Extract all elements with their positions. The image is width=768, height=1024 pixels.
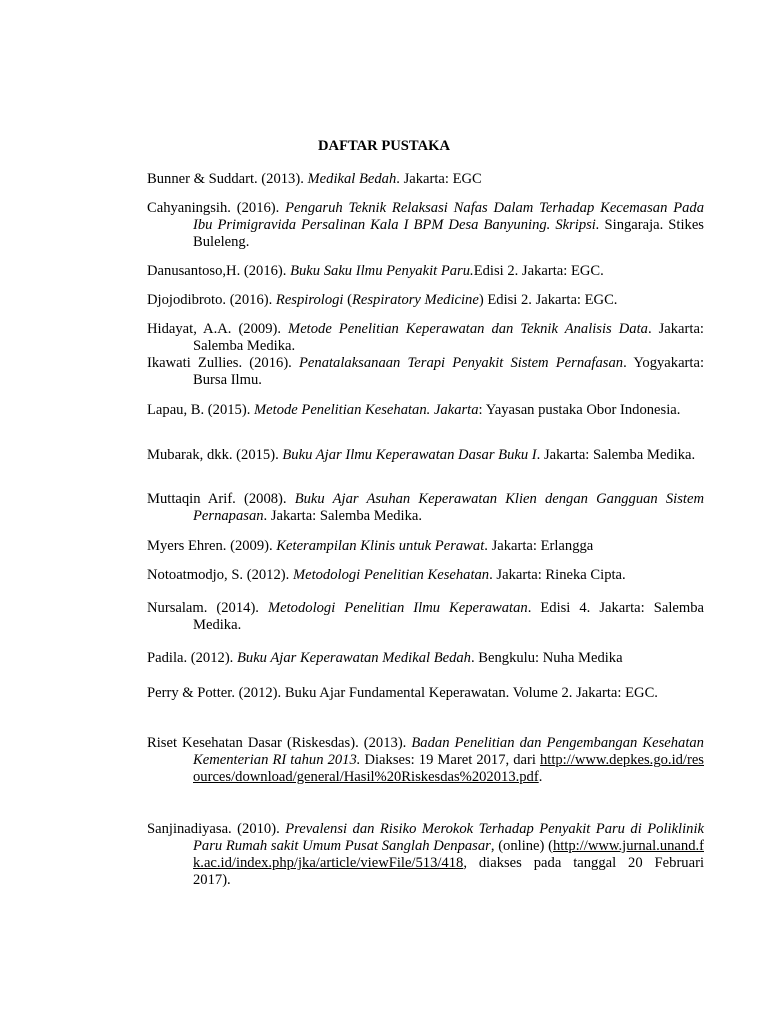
- reference-title: Buku Ajar Keperawatan Medikal Bedah: [236, 650, 471, 666]
- reference-entry: [147, 821, 704, 889]
- reference-entry: [147, 292, 704, 309]
- reference-entry: [147, 321, 704, 355]
- reference-title: Prevalensi dan Risiko Merokok Terhadap Penyakit Paru di Poliklinik Paru Rumah sakit Umum Pusat Sanglah Denpasar: [193, 821, 704, 854]
- reference-entry: [147, 200, 704, 251]
- reference-text: . Jakarta: EGC: [396, 171, 482, 187]
- reference-text: Singaraja. Stikes Buleleng.: [193, 217, 704, 250]
- reference-text: . Jakarta: Salemba Medika.: [536, 447, 696, 463]
- reference-entry: [147, 491, 704, 525]
- reference-title: Metodologi Penelitian Ilmu Keperawatan: [267, 600, 528, 616]
- reference-title: Buku Ajar Asuhan Keperawatan Klien dengan Gangguan Sistem Pernapasan: [193, 491, 704, 524]
- reference-entry: [147, 263, 704, 280]
- reference-title: Metode Penelitian Keperawatan dan Teknik Analisis Data: [288, 321, 648, 337]
- reference-text: Mubarak, dkk. (2015).: [147, 447, 283, 463]
- reference-text: : Yayasan pustaka Obor Indonesia.: [478, 402, 681, 418]
- reference-text: , (online) (: [490, 838, 553, 854]
- reference-text: Ikawati Zullies. (2016).: [147, 355, 300, 371]
- reference-text: . Jakarta: Salemba Medika.: [263, 508, 422, 524]
- reference-text: (: [343, 292, 352, 308]
- reference-text: Bunner & Suddart. (2013).: [147, 171, 308, 187]
- reference-text: Notoatmodjo, S. (2012).: [147, 567, 293, 583]
- reference-text: Padila. (2012).: [147, 650, 237, 666]
- reference-link[interactable]: http://www.depkes.go.id/resources/download/general/Hasil%20Riskesdas%202013.pdf: [193, 752, 704, 785]
- reference-title: Respiratory Medicine: [351, 292, 479, 308]
- reference-title: Badan Penelitian dan Pengembangan Kesehatan Kementerian RI tahun 2013.: [193, 735, 704, 768]
- reference-text: . Jakarta: Rineka Cipta.: [489, 567, 626, 583]
- reference-text: Muttaqin Arif. (2008).: [147, 491, 295, 507]
- reference-text: Cahyaningsih. (2016).: [147, 200, 286, 216]
- reference-title: Metode Penelitian Kesehatan. Jakarta: [254, 402, 479, 418]
- reference-text: Djojodibroto. (2016).: [147, 292, 276, 308]
- reference-text: Myers Ehren. (2009).: [147, 538, 277, 554]
- reference-entry: [147, 447, 704, 464]
- reference-text: Nursalam. (2014).: [147, 600, 268, 616]
- reference-title: Respirologi: [275, 292, 344, 308]
- reference-title: Pengaruh Teknik Relaksasi Nafas Dalam Terhadap Kecemasan Pada Ibu Primigravida Persalinan Kala I BPM Desa Banyuning. Skripsi.: [193, 200, 704, 233]
- reference-text: Hidayat, A.A. (2009).: [147, 321, 289, 337]
- reference-text: Sanjinadiyasa. (2010).: [147, 821, 286, 837]
- reference-text: Riset Kesehatan Dasar (Riskesdas). (2013).: [147, 735, 412, 751]
- reference-title: Buku Saku Ilmu Penyakit Paru.: [290, 263, 474, 279]
- reference-text: , diakses pada tanggal 20 Februari 2017).: [193, 855, 704, 888]
- reference-text: Edisi 2. Jakarta: EGC.: [473, 263, 604, 279]
- reference-text: Diakses: 19 Maret 2017, dari: [360, 752, 540, 768]
- reference-title: Penatalaksanaan Terapi Penyakit Sistem Pernafasan: [299, 355, 624, 371]
- reference-entry: [147, 600, 704, 634]
- reference-entry: [147, 171, 704, 188]
- reference-text: Perry & Potter. (2012). Buku Ajar Fundamental Keperawatan. Volume 2. Jakarta: EGC.: [147, 685, 658, 701]
- reference-entry: [147, 538, 704, 555]
- reference-entry: [147, 567, 704, 584]
- reference-title: Keterampilan Klinis untuk Perawat: [276, 538, 485, 554]
- reference-entry: [147, 685, 704, 702]
- reference-entry: [147, 402, 704, 419]
- page-title: DAFTAR PUSTAKA: [317, 138, 451, 154]
- reference-title: Medikal Bedah: [307, 171, 397, 187]
- reference-text: . Bengkulu: Nuha Medika: [470, 650, 623, 666]
- reference-entry: [147, 650, 704, 667]
- reference-text: .: [538, 769, 543, 785]
- reference-entry: [147, 355, 704, 389]
- reference-text: . Jakarta: Salemba Medika.: [193, 321, 704, 354]
- reference-text: Danusantoso,H. (2016).: [147, 263, 291, 279]
- reference-text: Lapau, B. (2015).: [147, 402, 254, 418]
- reference-text: ) Edisi 2. Jakarta: EGC.: [478, 292, 618, 308]
- reference-link[interactable]: http://www.jurnal.unand.fk.ac.id/index.php/jka/article/viewFile/513/418: [193, 838, 704, 871]
- reference-text: . Yogyakarta: Bursa Ilmu.: [193, 355, 705, 388]
- reference-title: Buku Ajar Ilmu Keperawatan Dasar Buku I: [282, 447, 537, 463]
- reference-title: Metodologi Penelitian Kesehatan: [292, 567, 490, 583]
- reference-entry: [147, 735, 704, 786]
- reference-text: . Jakarta: Erlangga: [484, 538, 594, 554]
- reference-text: . Edisi 4. Jakarta: Salemba Medika.: [193, 600, 704, 633]
